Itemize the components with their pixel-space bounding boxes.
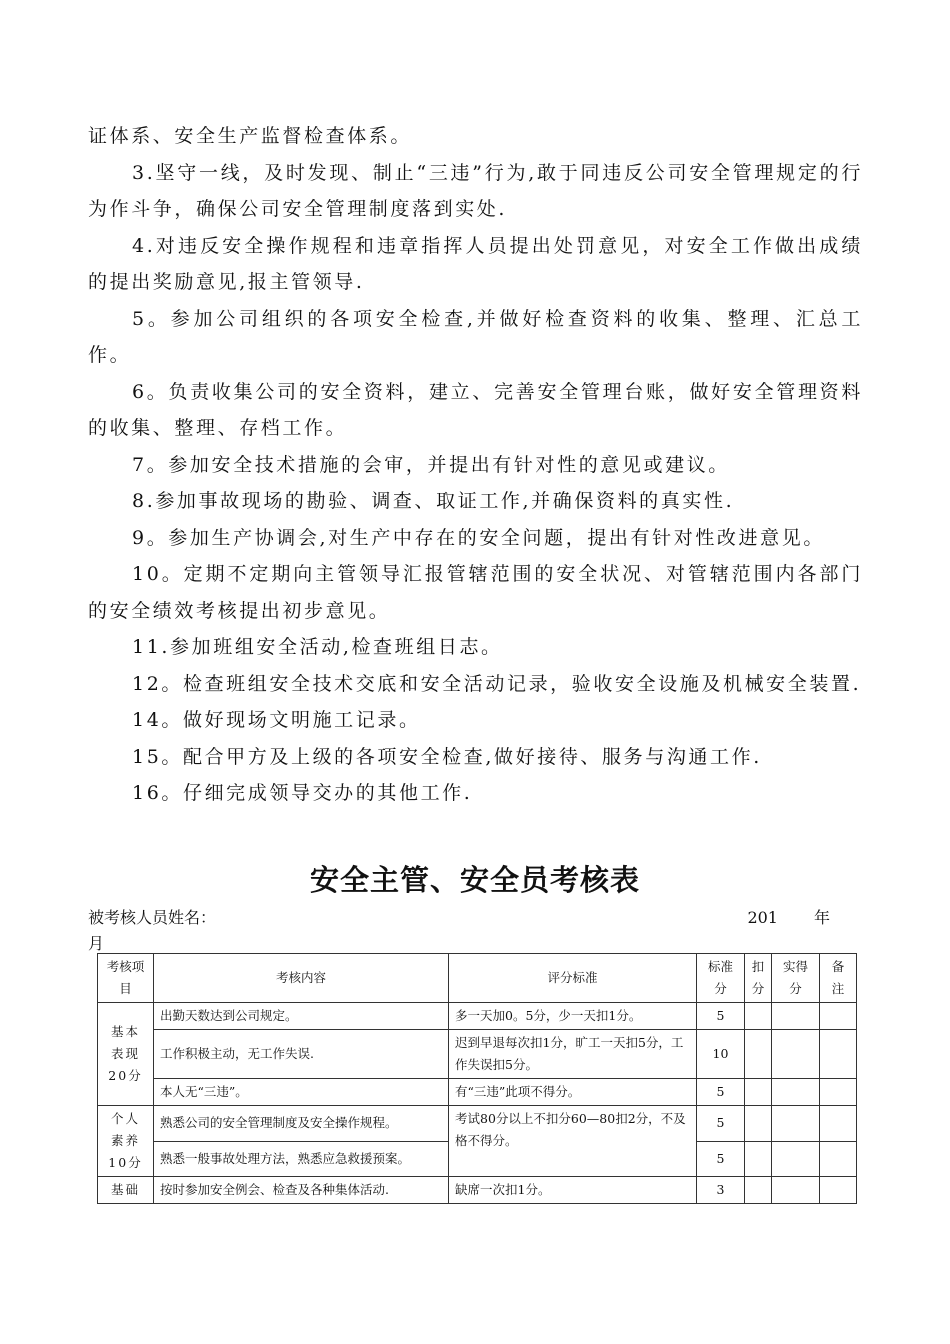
header-actual: 实得分 [772,954,820,1003]
month-label: 月 [88,934,105,953]
paragraph: 8.参加事故现场的勘验、调查、取证工作,并确保资料的真实性. [132,490,735,512]
header-item: 考核项目 [98,954,154,1003]
paragraph: 15。配合甲方及上级的各项安全检查,做好接待、服务与沟通工作. [132,745,762,768]
name-label: 被考核人员姓名： [88,908,217,927]
remark-cell[interactable] [820,1079,857,1106]
paragraph: 5。参加公司组织的各项安全检查,并做好检查资料的收集、整理、汇总工作。 [88,307,863,366]
header-content: 考核内容 [154,954,449,1003]
paragraph: 4.对违反安全操作规程和违章指挥人员提出处罚意见，对安全工作做出成绩的提出奖励意见,报主管领导. [88,234,863,293]
year-label: 年 [813,908,830,927]
table-row [98,1106,857,1142]
remark-cell[interactable] [820,1106,857,1142]
criteria-cell: 有“三违”此项不得分。 [449,1079,697,1106]
remark-cell[interactable] [820,1003,857,1030]
deduct-cell[interactable] [745,1030,772,1079]
content-cell: 熟悉一般事故处理方法，熟悉应急救援预案。 [154,1141,449,1177]
standard-score-cell: 3 [697,1177,745,1204]
deduct-cell[interactable] [745,1079,772,1106]
content-cell: 工作积极主动，无工作失误. [154,1030,449,1079]
standard-score-cell: 5 [697,1106,745,1142]
standard-score-cell: 5 [697,1003,745,1030]
year-field [733,905,830,931]
paragraph: 9。参加生产协调会,对生产中存在的安全问题，提出有针对性改进意见。 [132,526,825,549]
deduct-cell[interactable] [745,1177,772,1204]
standard-score-cell: 10 [697,1030,745,1079]
actual-cell[interactable] [772,1177,820,1204]
table-row [98,1003,857,1030]
table-header-row [98,954,857,1003]
content-cell: 熟悉公司的安全管理制度及安全操作规程。 [154,1106,449,1142]
category-cell: 基础 [98,1177,154,1204]
actual-cell[interactable] [772,1141,820,1177]
assessment-table [97,953,857,1204]
paragraph: 证体系、安全生产监督检查体系。 [88,125,413,147]
actual-cell[interactable] [772,1003,820,1030]
table-title: 安全主管、安全员考核表 [309,863,640,897]
paragraph: 7。参加安全技术措施的会审，并提出有针对性的意见或建议。 [132,453,730,476]
header-deduct: 扣分 [745,954,772,1003]
paragraph: 10。定期不定期向主管领导汇报管辖范围的安全状况、对管辖范围内各部门的安全绩效考核提出初步意见。 [88,563,863,622]
table-row [98,1030,857,1079]
paragraph: 14。做好现场文明施工记录。 [132,709,421,731]
deduct-cell[interactable] [745,1106,772,1142]
criteria-cell: 考试80分以上不扣分60—80扣2分，不及格不得分。 [449,1106,697,1177]
paragraph: 16。仔细完成领导交办的其他工作. [132,782,473,804]
standard-score-cell: 5 [697,1141,745,1177]
category-cell: 个人素养10分 [98,1106,154,1177]
header-standard: 标准分 [697,954,745,1003]
header-criteria: 评分标准 [449,954,697,1003]
criteria-cell: 迟到早退每次扣1分，旷工一天扣5分，工作失误扣5分。 [449,1030,697,1079]
remark-cell[interactable] [820,1141,857,1177]
header-remark: 备注 [820,954,857,1003]
content-cell: 本人无“三违”。 [154,1079,449,1106]
paragraph: 12。检查班组安全技术交底和安全活动记录，验收安全设施及机械安全装置. [132,672,862,695]
actual-cell[interactable] [772,1030,820,1079]
form-meta [88,905,848,957]
table-row [98,1079,857,1106]
criteria-cell: 多一天加0。5分，少一天扣1分。 [449,1003,697,1030]
content-cell: 按时参加安全例会、检查及各种集体活动. [154,1177,449,1204]
paragraph: 11.参加班组安全活动,检查班组日志。 [132,636,503,658]
criteria-cell: 缺席一次扣1分。 [449,1177,697,1204]
table-row [98,1177,857,1204]
actual-cell[interactable] [772,1079,820,1106]
remark-cell[interactable] [820,1030,857,1079]
content-cell: 出勤天数达到公司规定。 [154,1003,449,1030]
paragraph: 6。负责收集公司的安全资料，建立、完善安全管理台账，做好安全管理资料的收集、整理、存档工作。 [88,380,863,439]
remark-cell[interactable] [820,1177,857,1204]
deduct-cell[interactable] [745,1003,772,1030]
document-body [88,118,863,812]
standard-score-cell: 5 [697,1079,745,1106]
deduct-cell[interactable] [745,1141,772,1177]
year-prefix: 201 [747,908,778,927]
category-cell: 基本表现20分 [98,1003,154,1106]
actual-cell[interactable] [772,1106,820,1142]
paragraph: 3.坚守一线，及时发现、制止“三违”行为,敢于同违反公司安全管理规定的行为作斗争，确保公司安全管理制度落到实处. [88,161,863,220]
